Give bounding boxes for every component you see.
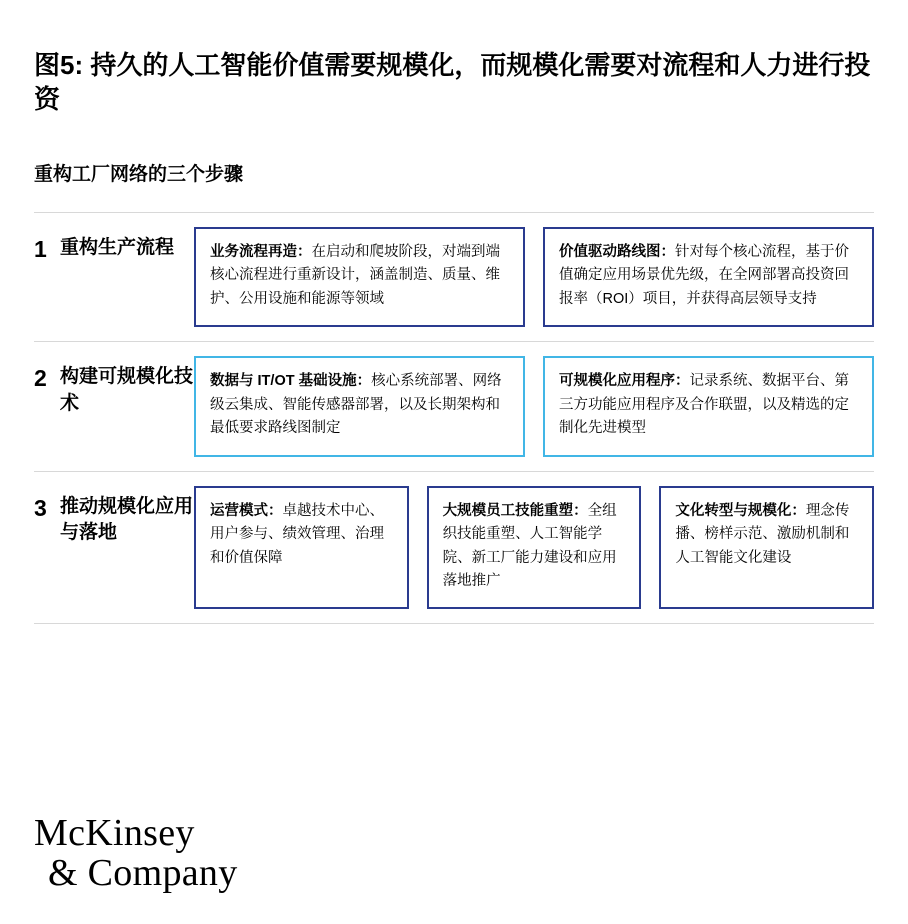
card: [543, 227, 874, 327]
card: [194, 356, 525, 456]
step-row: [34, 212, 874, 341]
card: [427, 486, 642, 610]
card-body: 在启动和爬坡阶段，对端到端核心流程进行重新设计，涵盖制造、质量、维护、公用设施和能源等领域: [210, 243, 500, 307]
step-number: 1: [34, 235, 47, 262]
card-body: 核心系统部署、网络级云集成、智能传感器部署，以及长期架构和最低要求路线图制定: [210, 373, 502, 437]
card-heading: 大规模员工技能重塑：: [442, 502, 588, 519]
step-number: 2: [34, 365, 47, 392]
card: [194, 486, 409, 610]
step-cards: [194, 486, 874, 610]
logo-line-2: & Company: [48, 852, 238, 895]
logo-line-1: McKinsey: [34, 812, 195, 855]
step-number: 3: [34, 494, 47, 521]
card-body: 全组织技能重塑、人工智能学院、新工厂能力建设和应用落地推广: [442, 502, 617, 589]
slide-page: [0, 48, 908, 924]
page-subtitle: 重构工厂网络的三个步骤: [34, 163, 244, 185]
card-heading: 可规模化应用程序：: [559, 373, 690, 390]
steps-container: [34, 212, 874, 625]
step-cards: [194, 356, 874, 456]
card-body: 卓越技术中心、用户参与、绩效管理、治理和价值保障: [210, 502, 384, 566]
card-heading: 业务流程再造：: [210, 243, 312, 260]
step-title: 推动规模化应用与落地: [60, 495, 194, 544]
step-label: [34, 227, 194, 265]
step-label: [34, 486, 194, 547]
step-title: 构建可规模化技术: [60, 366, 194, 414]
page-title: 图5: 持久的人工智能价值需要规模化，而规模化需要对流程和人力进行投资: [34, 50, 871, 115]
step-row: [34, 471, 874, 625]
card-heading: 文化转型与规模化：: [675, 502, 806, 519]
card-body: 针对每个核心流程，基于价值确定应用场景优先级，在全网部署高投资回报率（ROI）项目，并获得高层领导支持: [559, 243, 849, 307]
card-heading: 数据与 IT/OT 基础设施：: [210, 373, 372, 390]
step-row: [34, 341, 874, 470]
card-heading: 运营模式：: [210, 502, 283, 519]
card: [659, 486, 874, 610]
step-cards: [194, 227, 874, 327]
step-title: 重构生产流程: [60, 236, 175, 258]
card: [543, 356, 874, 456]
step-label: [34, 356, 194, 417]
card-body: 记录系统、数据平台、第三方功能应用程序及合作联盟，以及精选的定制化先进模型: [559, 373, 849, 437]
brand-logo: [34, 814, 238, 894]
card-heading: 价值驱动路线图：: [559, 243, 675, 260]
card-body: 理念传播、榜样示范、激励机制和人工智能文化建设: [675, 502, 850, 566]
card: [194, 227, 525, 327]
